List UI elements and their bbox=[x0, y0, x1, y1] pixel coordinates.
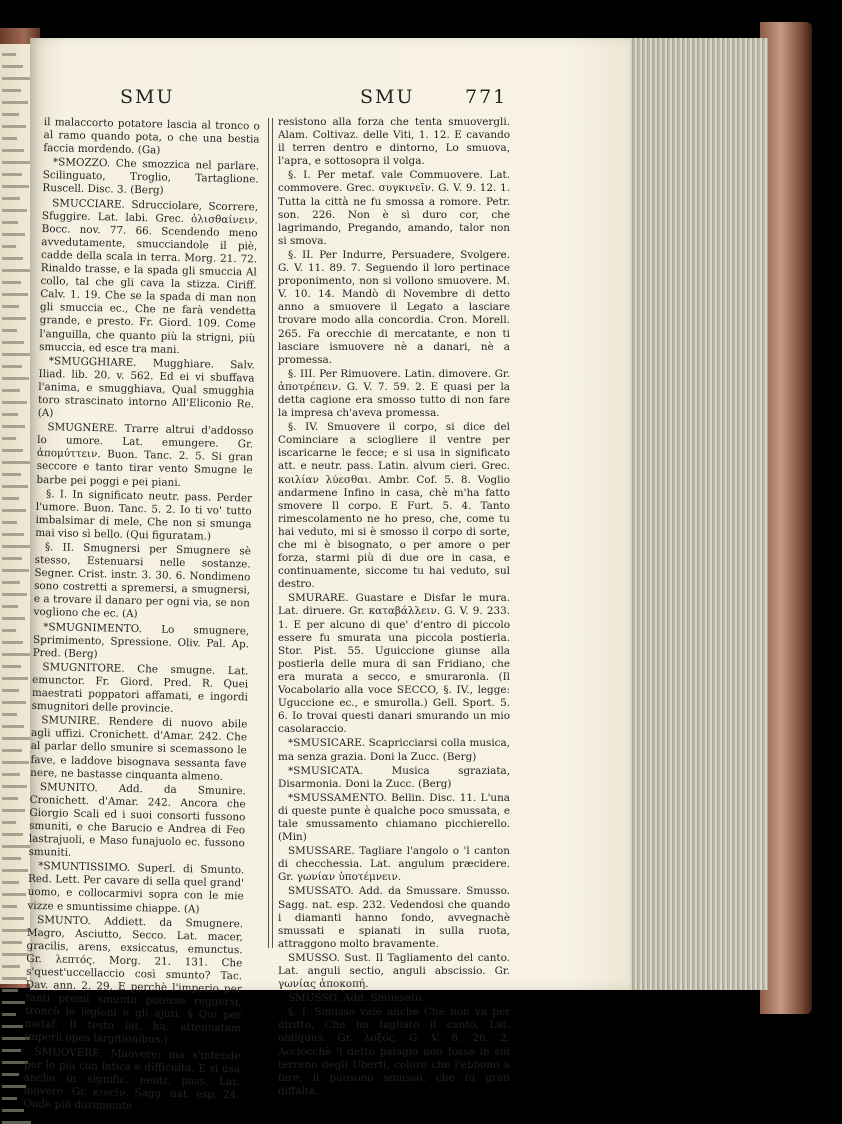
strip-text-line bbox=[2, 89, 21, 92]
strip-text-line bbox=[2, 413, 18, 416]
strip-text-line bbox=[2, 473, 21, 476]
strip-text-line bbox=[2, 437, 16, 440]
strip-text-line bbox=[2, 701, 26, 704]
strip-text-line bbox=[2, 1001, 25, 1004]
strip-text-line bbox=[2, 809, 25, 812]
strip-text-line bbox=[2, 1085, 26, 1088]
dictionary-entry: SMUGNERE. Trarre altrui d'addosso lo umore. Lat. emungere. Gr. ἀπομύττειν. Buon. Tanc. 2. 5. Si gran seccore e tanto tirar vento Smugne le barbe pei poggi e pei piani. bbox=[36, 421, 254, 489]
dictionary-entry: §. I. Smusso vale anche Che non va per diritto, Che ha tagliato il canto. Lat. obliquus. Gr. λοξός. G. V. 8. 26. 2. Acciocchè 'l detto palagio non fosse in sul terreno degli Uberti, coloro che l'ebbono a fare, il puosono smusso, che fu gran diffalta. bbox=[278, 1006, 510, 1097]
column-divider bbox=[268, 118, 273, 948]
dictionary-entry: SMUNIRE. Rendere di nuovo abile agli uffizi. Cronichett. d'Amar. 242. Che al parlar dello smunire si scemassono le fave, e laddove bisognava sessanta fave nere, ne bastasse cinquanta almeno. bbox=[30, 714, 248, 783]
strip-text-line bbox=[2, 581, 20, 584]
dictionary-entry: SMUSSO. Sust. Il Tagliamento del canto. Lat. anguli sectio, anguli abscissio. Gr. γωνίας ἀποκοπή. bbox=[278, 951, 510, 991]
dictionary-entry: SMUSSO. Add. Smussato. bbox=[288, 992, 425, 1005]
strip-text-line bbox=[2, 65, 23, 68]
strip-text-line bbox=[2, 233, 25, 236]
strip-text-line bbox=[2, 569, 29, 572]
strip-text-line bbox=[2, 785, 27, 788]
strip-text-line bbox=[2, 821, 16, 824]
strip-text-line bbox=[2, 941, 22, 944]
dictionary-entry: *SMUGNIMENTO. Lo smugnere, Sprimimento, Spressione. Oliv. Pal. Ap. Pred. (Berg) bbox=[32, 620, 250, 660]
strip-text-line bbox=[2, 833, 23, 836]
strip-text-line bbox=[2, 497, 19, 500]
strip-text-line bbox=[2, 113, 19, 116]
dictionary-entry: *SMUSSAMENTO. Bellin. Disc. 11. L'una di queste punte è qualche poco smussata, e tale smussamento chiamano picchierello. (Min) bbox=[278, 791, 510, 844]
strip-text-line bbox=[2, 137, 17, 140]
strip-text-line bbox=[2, 773, 20, 776]
dictionary-entry: *SMOZZO. Che smozzica nel parlare. Scilinguato, Troglio, Tartaglione. Ruscell. Disc. 3. (Berg) bbox=[42, 156, 260, 197]
strip-text-line bbox=[2, 1073, 19, 1076]
strip-text-line bbox=[2, 893, 26, 896]
strip-text-line bbox=[2, 593, 27, 596]
strip-text-line bbox=[2, 257, 23, 260]
dictionary-entry: SMURARE. Guastare e Disfar le mura. Lat. diruere. Gr. καταβάλλειν. G. V. 9. 233. 1. E per alcuno di que' d'entro di piccolo essere fu smurata una piccola postierla. Stor. Pist. 55. Uguiccione giunse alla postierla delle mura di san Fridiano, che era murata a secco, e smuraronla. (Il Vocabolario alla voce SECCO, §. IV., legge: Uguccione ec., e smurolla.) Gell. Sport. 5. 6. Io trovai questi danari smurando un mio casolaraccio. bbox=[278, 592, 510, 736]
strip-text-line bbox=[2, 269, 30, 272]
strip-text-line bbox=[2, 209, 27, 212]
strip-text-line bbox=[2, 401, 27, 404]
dictionary-entry: SMUNTO. Addiett. da Smugnere. Magro, Asciutto, Secco. Lat. macer, gracilis, arens, exsiccatus, emunctus. Gr. λεπτός. Morg. 21. 131. Che s'quest'uccellaccio così smunto? Tac. Dav. ann. 2. 29. E perchè l'imperio per tanti premi smunto potesse reggersi, troncò le legioni e gli ajuti. § Qui per metaf. Il testo lat. ha: attenuatam imperii opes largitionibus.) bbox=[24, 913, 244, 1047]
running-header bbox=[30, 86, 630, 110]
strip-text-line bbox=[2, 1109, 24, 1112]
right-column bbox=[278, 116, 510, 1097]
strip-text-line bbox=[2, 965, 20, 968]
strip-text-line bbox=[2, 173, 22, 176]
dictionary-entry: SMUOVERE. Muovere; ma s'intende per lo più con fatica e difficultà. E si usa anche in signific. neutr. pass. Lat. movere. Gr. κινεῖν. Sagg. nat. esp. 24. Onde più duramente bbox=[23, 1045, 241, 1112]
strip-text-line bbox=[2, 317, 26, 320]
dictionary-entry: *SMUGGHIARE. Mugghiare. Salv. Iliad. lib. 20. v. 562. Ed ei vi sbuffava l'anima, e smugghiava, Qual smugghia toro strascinato intorno All'Eliconio Re. (A) bbox=[37, 354, 255, 420]
strip-text-line bbox=[2, 689, 19, 692]
strip-text-line bbox=[2, 1013, 16, 1016]
strip-text-line bbox=[2, 557, 22, 560]
strip-text-line bbox=[2, 161, 31, 164]
strip-text-line bbox=[2, 761, 29, 764]
dictionary-entry: SMUGNITORE. Che smugne. Lat. emunctor. Fr. Giord. Pred. R. Quei maestrati poppatori affamati, e ingordi smugnitori delle provincie. bbox=[31, 660, 249, 715]
dictionary-entry: *SMUSICARE. Scapricciarsi colla musica, ma senza grazia. Doni la Zucc. (Berg) bbox=[278, 737, 510, 763]
strip-text-line bbox=[2, 389, 20, 392]
dictionary-entry: §. III. Per Rimuovere. Latin. dimovere. Gr. ἀποτρέπειν. G. V. 7. 59. 2. E quasi per la detta cagione era smosso tutto di non fare la impresa ch'aveva promessa. bbox=[278, 367, 510, 420]
dictionary-entry: resistono alla forza che tenta smuovergli. Alam. Coltivaz. delle Viti, 1. 12. E cavando il terren dentro e dintorno, Lo smuova, l'apra, e sottosopra il volga. bbox=[278, 116, 510, 168]
strip-text-line bbox=[2, 605, 18, 608]
strip-text-line bbox=[2, 305, 19, 308]
strip-text-line bbox=[2, 365, 22, 368]
strip-text-line bbox=[2, 989, 18, 992]
strip-text-line bbox=[2, 245, 16, 248]
strip-text-line bbox=[2, 509, 26, 512]
header-right-word: SMU bbox=[360, 86, 415, 108]
strip-text-line bbox=[2, 629, 16, 632]
strip-text-line bbox=[2, 737, 31, 740]
strip-text-line bbox=[2, 293, 28, 296]
dictionary-entry: *SMUNTISSIMO. Superl. di Smunto. Red. Lett. Per cavare di sella quel grand' uomo, e collocarmivi sopra con le mie vizze e smuntissime chiappe. (A) bbox=[27, 860, 245, 915]
dictionary-entry: *SMUSICATA. Musica sgraziata, Disarmonia. Doni la Zucc. (Berg) bbox=[278, 764, 510, 790]
strip-text-line bbox=[2, 149, 24, 152]
dictionary-entry: SMUSSARE. Tagliare l'angolo o 'l canton di checchessia. Lat. angulum præcidere. Gr. γωνίαν ὑποτέμνειν. bbox=[278, 845, 510, 884]
strip-text-line bbox=[2, 329, 17, 332]
strip-text-line bbox=[2, 917, 24, 920]
strip-text-line bbox=[2, 77, 30, 80]
strip-text-line bbox=[2, 377, 29, 380]
strip-text-line bbox=[2, 485, 28, 488]
strip-text-line bbox=[2, 797, 18, 800]
strip-text-line bbox=[2, 1049, 21, 1052]
strip-text-line bbox=[2, 221, 18, 224]
dictionary-entry: §. II. Per Indurre, Persuadere, Svolgere. G. V. 11. 89. 7. Seguendo il loro pertinace proponimento, non si vollono smuovere. M. V. 10. 14. Mandò di Novembre di detto anno a smuovere il Legato a lasciare trovare modo alla concordia. Cron. Morell. 265. Fa orecchie di mercatante, e non ti lasciare ismuovere nè a danari, nè a promessa. bbox=[278, 248, 510, 366]
page-edges bbox=[628, 38, 768, 990]
strip-text-line bbox=[2, 749, 22, 752]
strip-text-line bbox=[2, 101, 28, 104]
strip-text-line bbox=[2, 845, 30, 848]
strip-text-line bbox=[2, 665, 21, 668]
strip-text-line bbox=[2, 353, 31, 356]
strip-text-line bbox=[2, 197, 20, 200]
header-left-word: SMU bbox=[120, 86, 175, 108]
strip-text-line bbox=[2, 713, 17, 716]
strip-text-line bbox=[2, 1025, 23, 1028]
strip-text-line bbox=[2, 1097, 17, 1100]
strip-text-line bbox=[2, 521, 17, 524]
dictionary-entry: SMUNITO. Add. da Smunire. Cronichett. d'Amar. 242. Ancora che Giorgio Scali ed i suoi consorti fussono smuniti, e che Barucio e Andrea di Feo lastrajuoli, e Maso funajuolo ec. fussono smuniti. bbox=[28, 780, 247, 859]
strip-text-line bbox=[2, 977, 27, 980]
strip-text-line bbox=[2, 125, 26, 128]
strip-text-line bbox=[2, 725, 24, 728]
strip-text-line bbox=[2, 857, 21, 860]
dictionary-entry: SMUCCIARE. Sdrucciolare, Scorrere, Sfuggire. Lat. labi. Grec. ὀλισθαίνειν. Bocc. nov. 77. 66. Scendendo meno avvedutamente, smucciandole il piè, cadde della scala in terra. Morg. 21. 72. Rinaldo trasse, e la spada gli smuccia Al collo, tal che gli cava la stizza. Ciriff. Calv. 1. 19. Che se la spada di man non gli smuccia ec., Che ne farà vendetta grande, e presto. Fr. Giord. 109. Come l'anguilla, che quanto più la strigni, più smuccia, ed esce tra mani. bbox=[39, 196, 259, 356]
dictionary-entry: SMUSSATO. Add. da Smussare. Smusso. Sagg. nat. esp. 232. Vedendosi che quando i diamanti hanno fondo, avvegnachè smussati e spianati in sulla ruota, attraggono molto bravamente. bbox=[278, 885, 510, 950]
strip-text-line bbox=[2, 677, 28, 680]
dictionary-entry: §. I. In significato neutr. pass. Perder l'umore. Buon. Tanc. 5. 2. Io ti vo' tutto imbalsimar di mele, Che non si smunga mai viso sì bello. (Qui figuratam.) bbox=[35, 487, 253, 543]
strip-text-line bbox=[2, 185, 29, 188]
strip-text-line bbox=[2, 425, 25, 428]
dictionary-entry: §. II. Smugnersi per Smugnere sè stesso, Estenuarsi nelle sostanze. Segner. Crist. instr. 3. 30. 6. Nondimeno sono costretti a spremersi, a smugnersi, e a trovare il danaro per ogni via, se non vogliono che ec. (A) bbox=[33, 541, 252, 621]
strip-text-line bbox=[2, 449, 23, 452]
page-number: 771 bbox=[465, 86, 508, 108]
strip-text-line bbox=[2, 881, 19, 884]
strip-text-line bbox=[2, 653, 30, 656]
dictionary-page bbox=[23, 38, 630, 1112]
strip-text-line bbox=[2, 953, 29, 956]
strip-text-line bbox=[2, 53, 16, 56]
strip-text-line bbox=[2, 461, 30, 464]
strip-text-line bbox=[2, 905, 17, 908]
dictionary-entry: §. I. Per metaf. vale Commuovere. Lat. commovere. Grec. συγκινεῖν. G. V. 9. 12. 1. Tutta la città ne fu smossa a romore. Petr. son. 226. Non è sì duro cor, che lagrimando, Pregando, amando, talor non si smova. bbox=[278, 169, 510, 247]
left-column bbox=[23, 116, 260, 1112]
strip-text-line bbox=[2, 545, 31, 548]
strip-text-line bbox=[2, 281, 21, 284]
strip-text-line bbox=[2, 869, 28, 872]
strip-text-line bbox=[2, 533, 24, 536]
strip-text-line bbox=[2, 341, 24, 344]
dictionary-entry: il malaccorto potatore lascia al tronco o al ramo quando pota, o che una bestia faccia mordendo. (Ga) bbox=[43, 116, 260, 157]
dictionary-entry: §. IV. Smuovere il corpo, si dice del Cominciare a sciogliere il ventre per iscaricarne le fecce; e si usa in significato att. e neutr. pass. Latin. alvum cieri. Grec. κοιλίαν λύεσθαι. Ambr. Cof. 5. 8. Voglio andarmene Infino in casa, chè m'ha fatto smovere Il corpo. E Furt. 5. 4. Tanto rimescolamento ne ho preso, che, come tu hai veduto, mi si è smosso il corpo di sorte, che mi è bisognato, o per amore o per forza, starmi più di due ore in casa, e continuamente, siccome tu hai veduto, sul destro. bbox=[278, 421, 510, 591]
strip-text-line bbox=[2, 617, 25, 620]
strip-text-line bbox=[2, 641, 23, 644]
